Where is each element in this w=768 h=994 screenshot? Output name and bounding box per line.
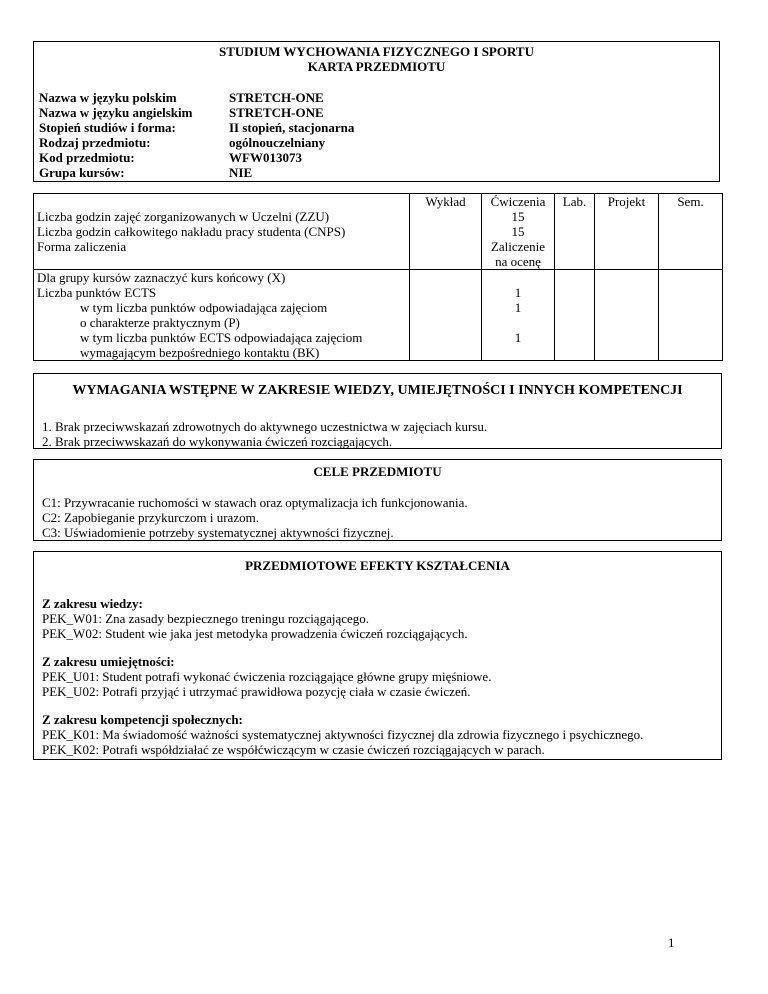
- lab-ects-cell: [555, 270, 595, 361]
- info-row: [39, 90, 354, 105]
- col-header-projekt: Projekt: [595, 194, 659, 270]
- hours-group-row-2: [34, 270, 723, 361]
- info-label: Rodzaj przedmiotu:: [39, 135, 151, 150]
- zzu-label: Liczba godzin zajęć zorganizowanych w Uczelni (ZZU): [37, 209, 330, 224]
- requirements-title: WYMAGANIA WSTĘPNE W ZAKRESIE WIEDZY, UMIEJĘTNOŚCI I INNYCH KOMPETENCJI: [72, 383, 683, 398]
- title-line-1: STUDIUM WYCHOWANIA FIZYCZNEGO I SPORTU: [219, 44, 534, 59]
- effect-item: PEK_K01: Ma świadomość ważności systematycznej aktywności fizycznej dla zdrowia fizycznego i psychicznego.: [42, 727, 644, 742]
- effects-box: [33, 551, 722, 760]
- hours-table: [33, 193, 723, 361]
- col-header-cwiczenia: Ćwiczenia: [490, 194, 546, 209]
- info-label: Grupa kursów:: [39, 165, 125, 180]
- effects-title: PRZEDMIOTOWE EFEKTY KSZTAŁCENIA: [245, 558, 510, 573]
- goals-title: CELE PRZEDMIOTU: [313, 464, 442, 479]
- info-row: [39, 120, 354, 135]
- forma-cwiczenia-line2: na ocenę: [495, 254, 541, 269]
- goals-list: [42, 495, 468, 540]
- info-row: [39, 135, 354, 150]
- course-header-box: [33, 41, 720, 182]
- requirements-list: [42, 419, 487, 449]
- info-value: ogólnouczelniany: [229, 135, 326, 150]
- course-info-table: [39, 90, 354, 180]
- projekt-ects-cell: [595, 270, 659, 361]
- p-label-line2: o charakterze praktycznym (P): [80, 315, 240, 330]
- effect-item: PEK_U02: Potrafi przyjąć i utrzymać prawidłowa pozycję ciała w czasie ćwiczeń.: [42, 684, 471, 699]
- info-value: II stopień, stacjonarna: [229, 120, 355, 135]
- info-label: Nazwa w języku polskim: [39, 90, 177, 105]
- cwiczenia-cell: [482, 194, 555, 270]
- info-value: NIE: [229, 165, 253, 180]
- title-line-2: KARTA PRZEDMIOTU: [307, 59, 446, 74]
- requirements-box: [33, 373, 722, 449]
- knowledge-heading: Z zakresu wiedzy:: [42, 596, 143, 611]
- info-row: [39, 165, 354, 180]
- hours-group-row-1: [34, 194, 723, 270]
- goals-box: [33, 459, 722, 541]
- col-header-wyklad: Wykład: [410, 194, 482, 270]
- info-label: Stopień studiów i forma:: [39, 120, 176, 135]
- hours-label-cell: [34, 194, 410, 270]
- effects-list: [42, 596, 643, 757]
- requirement-item: 1. Brak przeciwwskazań zdrowotnych do aktywnego uczestnictwa w zajęciach kursu.: [42, 419, 488, 434]
- forma-label: Forma zaliczenia: [37, 239, 127, 254]
- cwiczenia-ects-cell: [482, 270, 555, 361]
- info-value: STRETCH-ONE: [229, 105, 324, 120]
- sem-ects-cell: [659, 270, 723, 361]
- ects-label-cell: [34, 270, 410, 361]
- zzu-cwiczenia-value: 15: [511, 209, 525, 224]
- p-cwiczenia-value: 1: [514, 300, 522, 315]
- effect-item: PEK_U01: Student potrafi wykonać ćwiczenia rozciągające główne grupy mięśniowe.: [42, 669, 492, 684]
- bk-label-line1: w tym liczba punktów ECTS odpowiadająca zajęciom: [80, 330, 363, 345]
- effect-item: PEK_K02: Potrafi współdziałać ze współćwiczącym w czasie ćwiczeń rozciągających w parach.: [42, 742, 545, 757]
- skills-heading: Z zakresu umiejętności:: [42, 654, 175, 669]
- effect-item: PEK_W02: Student wie jaka jest metodyka prowadzenia ćwiczeń rozciągających.: [42, 626, 468, 641]
- info-value: WFW013073: [229, 150, 302, 165]
- goal-item: C2: Zapobieganie przykurczom i urazom.: [42, 510, 259, 525]
- effect-item: PEK_W01: Zna zasady bezpiecznego treningu rozciągającego.: [42, 611, 370, 626]
- goal-item: C1: Przywracanie ruchomości w stawach oraz optymalizacja ich funkcjonowania.: [42, 495, 468, 510]
- bk-cwiczenia-value: 1: [514, 330, 522, 345]
- goal-item: C3: Uświadomienie potrzeby systematycznej aktywności fizycznej.: [42, 525, 394, 540]
- bk-label-line2: wymagającym bezpośredniego kontaktu (BK): [80, 345, 320, 360]
- p-label-line1: w tym liczba punktów odpowiadająca zajęciom: [80, 300, 328, 315]
- page-number: 1: [668, 935, 675, 950]
- info-value: STRETCH-ONE: [229, 90, 324, 105]
- cnps-cwiczenia-value: 15: [511, 224, 525, 239]
- wyklad-ects-cell: [410, 270, 482, 361]
- forma-cwiczenia-line1: Zaliczenie: [490, 239, 546, 254]
- info-label: Nazwa w języku angielskim: [39, 105, 193, 120]
- document-title: [34, 44, 719, 74]
- info-row: [39, 150, 354, 165]
- ects-cwiczenia-value: 1: [514, 285, 522, 300]
- kurs-koncowy-label: Dla grupy kursów zaznaczyć kurs końcowy (X): [37, 270, 286, 285]
- social-heading: Z zakresu kompetencji społecznych:: [42, 712, 243, 727]
- requirement-item: 2. Brak przeciwwskazań do wykonywania ćwiczeń rozciągających.: [42, 434, 393, 449]
- cnps-label: Liczba godzin całkowitego nakładu pracy studenta (CNPS): [37, 224, 346, 239]
- col-header-sem: Sem.: [659, 194, 723, 270]
- col-header-lab: Lab.: [555, 194, 595, 270]
- info-row: [39, 105, 354, 120]
- info-label: Kod przedmiotu:: [39, 150, 135, 165]
- ects-label: Liczba punktów ECTS: [37, 285, 157, 300]
